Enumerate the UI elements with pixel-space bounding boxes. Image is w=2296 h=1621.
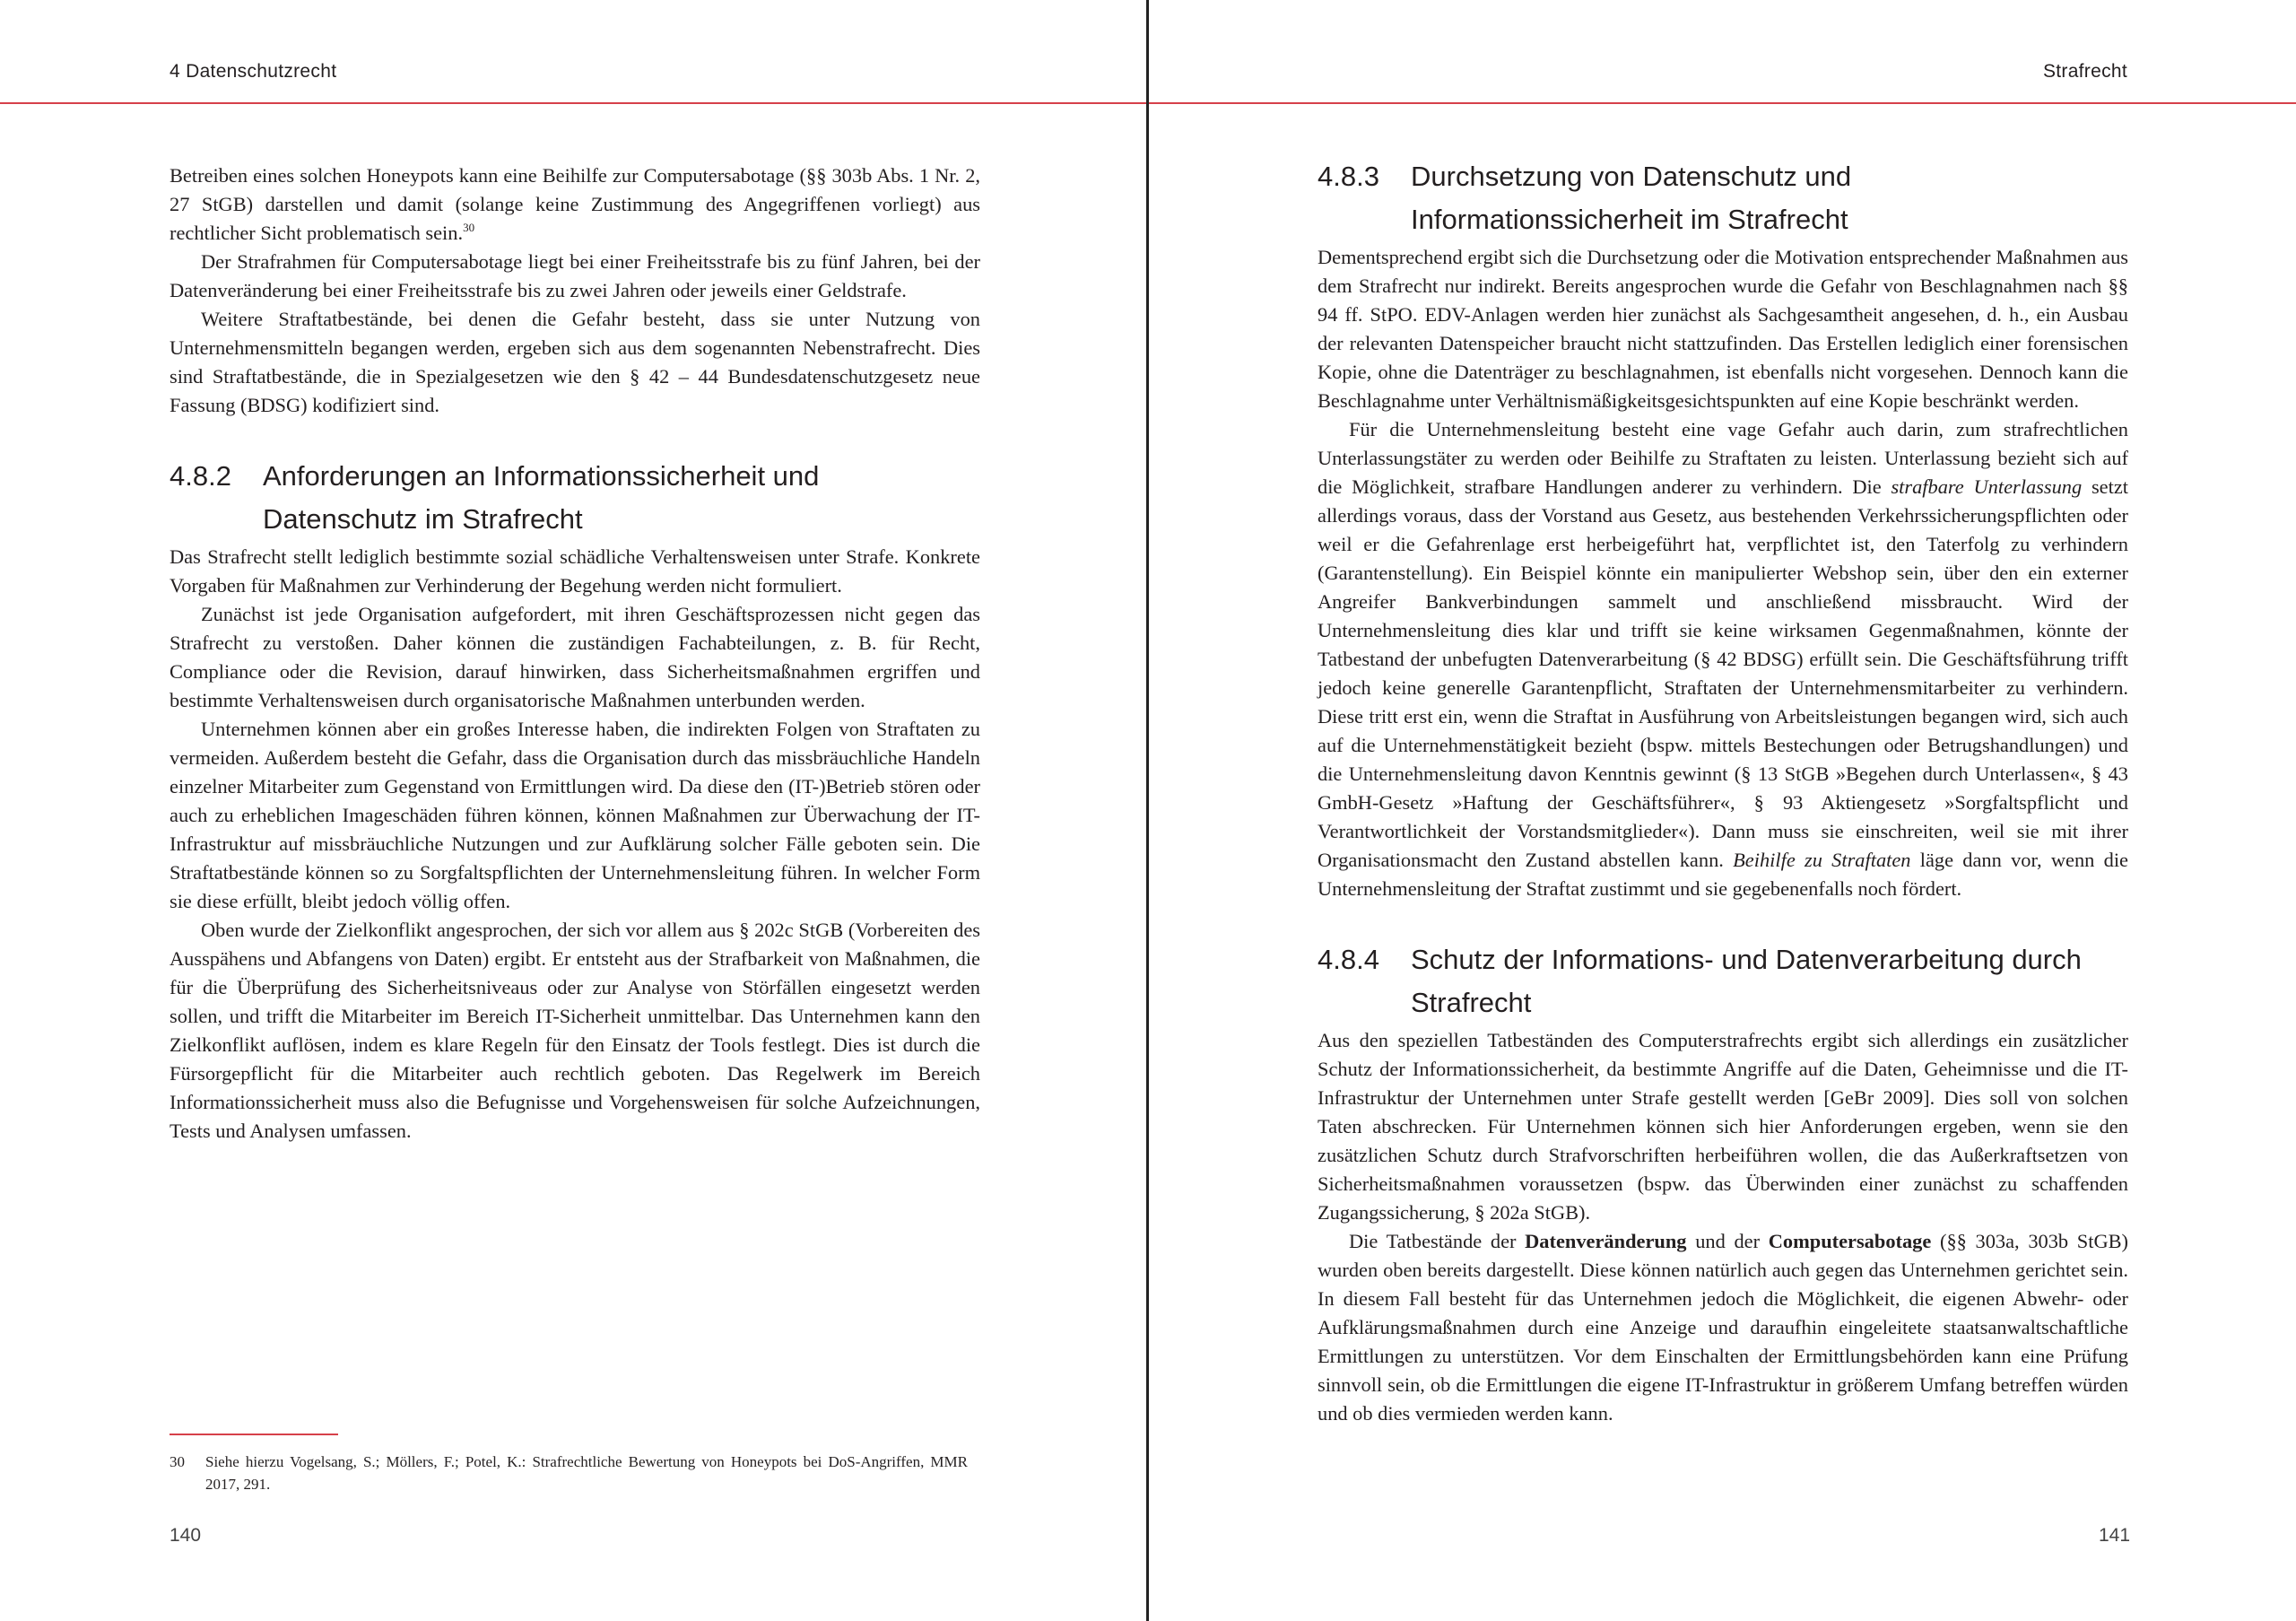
spread-gutter <box>1146 0 1149 1621</box>
section-heading-4-8-3 <box>1318 155 2128 241</box>
section-number: 4.8.3 <box>1318 161 1379 192</box>
paragraph-tatbestaende: Die Tatbestände der Datenveränderung und der Computersabotage (§§ 303a, 303b StGB) wurden oben bereits dargestellt. Diese können natürlich auch gegen das Unternehmen gerichtet sein. In diesem Fall besteht für das Unternehmen jedoch die Möglichkeit, die eigenen Abwehr- oder Aufklärungsmaßnahmen durch eine Anzeige und daraufhin eingeleitete staatsanwaltschaftliche Ermittlungen zu unterstützen. Vor dem Einschalten der Ermittlungsbehörden kann eine Prüfung sinnvoll sein, ob die Ermittlungen die eigene IT-Infrastruktur in größerem Umfang betreffen würden und ob dies vermieden werden kann. <box>1318 1230 2129 1425</box>
footnote-rule <box>170 1434 338 1435</box>
running-header-right: Strafrecht <box>2042 61 2127 82</box>
section-heading-4-8-2 <box>170 455 980 541</box>
paragraph-nebenstrafrecht: Weitere Straftatbestände, bei denen die Gefahr besteht, dass sie unter Nutzung von Unternehmensmitteln begangen werden, ergeben sich aus dem sogenannten Nebenstrafrecht. Dies sind Straftatbestände, die in Spezialgesetzen wie den § 42 – 44 Bundesdatenschutzgesetz neue Fassung (BDSG) kodifiziert sind. <box>170 308 980 416</box>
section-title: Anforderungen an Informationssicherheit und Datenschutz im Strafrecht <box>263 460 820 535</box>
paragraph-unterlassung: Für die Unternehmensleitung besteht eine vage Gefahr auch darin, zum strafrechtlichen Unterlassungstäter zu werden oder Beihilfe zu Straftaten zu leisten. Unterlassung bezieht sich auf die Möglichkeit, strafbare Handlungen anderer zu verhindern. Die strafbare Unterlassung setzt allerdings voraus, dass der Vorstand aus Gesetz, aus bestehenden Verkehrssicherungspflichten oder weil er die Gefahrenlage erst herbeigeführt hat, verpflichtet ist, den Taterfolg zu verhindern (Garantenstellung). Ein Beispiel könnte ein manipulierter Webshop sein, über den ein externer Angreifer Bankverbindungen sammelt und anschließend missbraucht. Wird der Unternehmensleitung dies klar und trifft sie keine wirksamen Gegenmaßnahmen, könnte der Tatbestand der unbefugten Datenverarbeitung (§ 42 BDSG) erfüllt sein. Die Geschäftsführung trifft jedoch keine generelle Garantenpflicht, Straftaten der Unternehmensmitarbeiter zu verhindern. Diese tritt erst ein, wenn die Straftat in Ausführung von Arbeitsleistungen begangen wird, sich auch auf die Unternehmenstätigkeit bezieht (bspw. mittels Bestechungen oder Betrugshandlungen) und die Unternehmensleitung davon Kenntnis gewinnt (§ 13 StGB »Begehen durch Unterlassen«, § 43 GmbH-Gesetz »Haftung der Geschäftsführer«, § 93 Aktiengesetz »Sorgfaltspflicht und Verantwortlichkeit der Vorstandsmitglieder«). Dann muss sie einschreiten, weil sie mit ihrer Organisationsmacht den Zustand abstellen kann. Beihilfe zu Straftaten läge dann vor, wenn die Unternehmensleitung der Straftat zustimmt und sie gegebenenfalls noch fördert. <box>1318 418 2128 900</box>
section-number: 4.8.2 <box>170 460 231 492</box>
header-rule-right <box>1149 102 2296 104</box>
bold-datenveraenderung: Datenveränderung <box>1525 1230 1687 1252</box>
section-title: Schutz der Informations- und Datenverarbeitung durch Strafrecht <box>1411 944 2082 1018</box>
paragraph: Unternehmen können aber ein großes Interesse haben, die indirekten Folgen von Straftaten zu vermeiden. Außerdem besteht die Gefahr, dass die Organisation durch das missbräuchliche Handeln einzelner Mitarbeiter zum Gegenstand von Ermittlungen wird. Da diese den (IT-)Betrieb stören oder auch zu erheblichen Imageschäden führen können, können Maßnahmen zur Überwachung der IT-Infrastruktur auf missbräuchliche Nutzungen und zur Aufklärung solcher Fälle geboten sein. Die Straftatbestände können so zu Sorgfaltspflichten der Unternehmensleitung führen. In welcher Form sie diese erfüllt, bleibt jedoch völlig offen. <box>170 718 980 912</box>
paragraph-honeypot: Betreiben eines solchen Honeypots kann eine Beihilfe zur Computersabotage (§§ 303b Abs. 1 Nr. 2, 27 StGB) darstellen und damit (solange keine Zustimmung des Angegriffenen vorliegt) aus rechtlicher Sicht problematisch sein.$^{30}$ <box>170 164 980 244</box>
footnote-reference[interactable]: 30 <box>463 221 475 234</box>
running-header-left: 4 Datenschutzrecht <box>170 61 337 82</box>
emphasis-strafbare-unterlassung: strafbare Unterlassung <box>1891 475 2083 498</box>
paragraph: Dementsprechend ergibt sich die Durchsetzung oder die Motivation entsprechender Maßnahmen aus dem Strafrecht nur indirekt. Bereits angesprochen wurde die Gefahr von Beschlagnahmen nach §§ 94 ff. StPO. EDV-Anlagen werden hier zunächst als Sachgesamtheit angesehen, d. h., ein Ausbau der relevanten Datenspeicher braucht nicht stattzufinden. Das Erstellen lediglich einer forensischen Kopie, ohne die Datenträger zu beschlagnahmen, ist ebenfalls nicht vorgesehen. Dennoch kann die Beschlagnahme unter Verhältnismäßigkeitsgesichtspunkten auf eine Kopie beschränkt werden. <box>1318 246 2128 412</box>
paragraph: Zunächst ist jede Organisation aufgefordert, mit ihren Geschäftsprozessen nicht gegen das Strafrecht zu verstoßen. Daher können die zuständigen Fachabteilungen, z. B. für Recht, Compliance oder die Revision, darauf hinwirken, dass Sicherheitsmaßnahmen ergriffen und bestimmte Verhaltensweisen durch organisatorische Maßnahmen unterbunden werden. <box>170 603 980 711</box>
footnote-30 <box>170 1451 968 1495</box>
right-page <box>1318 155 2128 1428</box>
section-number: 4.8.4 <box>1318 944 1379 975</box>
page-number-right: 141 <box>2099 1525 2131 1546</box>
bold-computersabotage: Computersabotage <box>1768 1230 1932 1252</box>
emphasis-beihilfe: Beihilfe zu Straftaten <box>1733 849 1911 871</box>
footnote-text: Siehe hierzu Vogelsang, S.; Möllers, F.; Potel, K.: Strafrechtliche Bewertung von Honeypots bei DoS-Angriffen, MMR 2017, 291. <box>205 1453 968 1493</box>
paragraph-strafrahmen: Der Strafrahmen für Computersabotage liegt bei einer Freiheitsstrafe bis zu fünf Jahren, bei der Datenveränderung bei einer Freiheitsstrafe bis zu zwei Jahren oder jeweils einer Geldstrafe. <box>170 250 980 301</box>
header-rule-left <box>0 102 1146 104</box>
section-heading-4-8-4 <box>1318 938 2128 1024</box>
left-page <box>170 161 980 1146</box>
paragraph: Das Strafrecht stellt lediglich bestimmte sozial schädliche Verhaltensweisen unter Strafe. Konkrete Vorgaben für Maßnahmen zur Verhinderung der Begehung werden nicht formuliert. <box>170 545 980 597</box>
paragraph: Aus den speziellen Tatbeständen des Computerstrafrechts ergibt sich allerdings ein zusätzlicher Schutz der Informationssicherheit, da bestimmte Angriffe auf die Daten, Geheimnisse und die IT-Infrastruktur der Unternehmen unter Strafe gestellt werden [GeBr 2009]. Dies soll von solchen Taten abschrecken. Für Unternehmen können sich hier Anforderungen ergeben, wenn sie den zusätzlichen Schutz durch Strafvorschriften herbeiführen wollen, die das Außerkraftsetzen von Sicherheitsmaßnahmen voraussetzen (bspw. das Überwinden einer zunächst zu schaffenden Zugangssicherung, § 202a StGB). <box>1318 1029 2128 1224</box>
paragraph: Oben wurde der Zielkonflikt angesprochen, der sich vor allem aus § 202c StGB (Vorbereiten des Ausspähens und Abfangens von Daten) ergibt. Er entsteht aus der Strafbarkeit von Maßnahmen, die für die Überprüfung des Sicherheitsniveaus oder zur Analyse von Störfällen eingesetzt werden sollen, und trifft die Mitarbeiter im Bereich IT-Sicherheit unmittelbar. Das Unternehmen kann den Zielkonflikt auflösen, indem es klare Regeln für den Einsatz der Tools festlegt. Dies ist durch die Fürsorgepflicht für die Mitarbeiter auch rechtlich geboten. Das Regelwerk im Bereich Informationssicherheit muss also die Befugnisse und Vorgehensweisen für solche Aufzeichnungen, Tests und Analysen umfassen. <box>170 919 980 1142</box>
page-number-left: 140 <box>170 1525 202 1546</box>
section-title: Durchsetzung von Datenschutz und Informationssicherheit im Strafrecht <box>1411 161 1852 235</box>
footnote-number: 30 <box>170 1453 185 1470</box>
